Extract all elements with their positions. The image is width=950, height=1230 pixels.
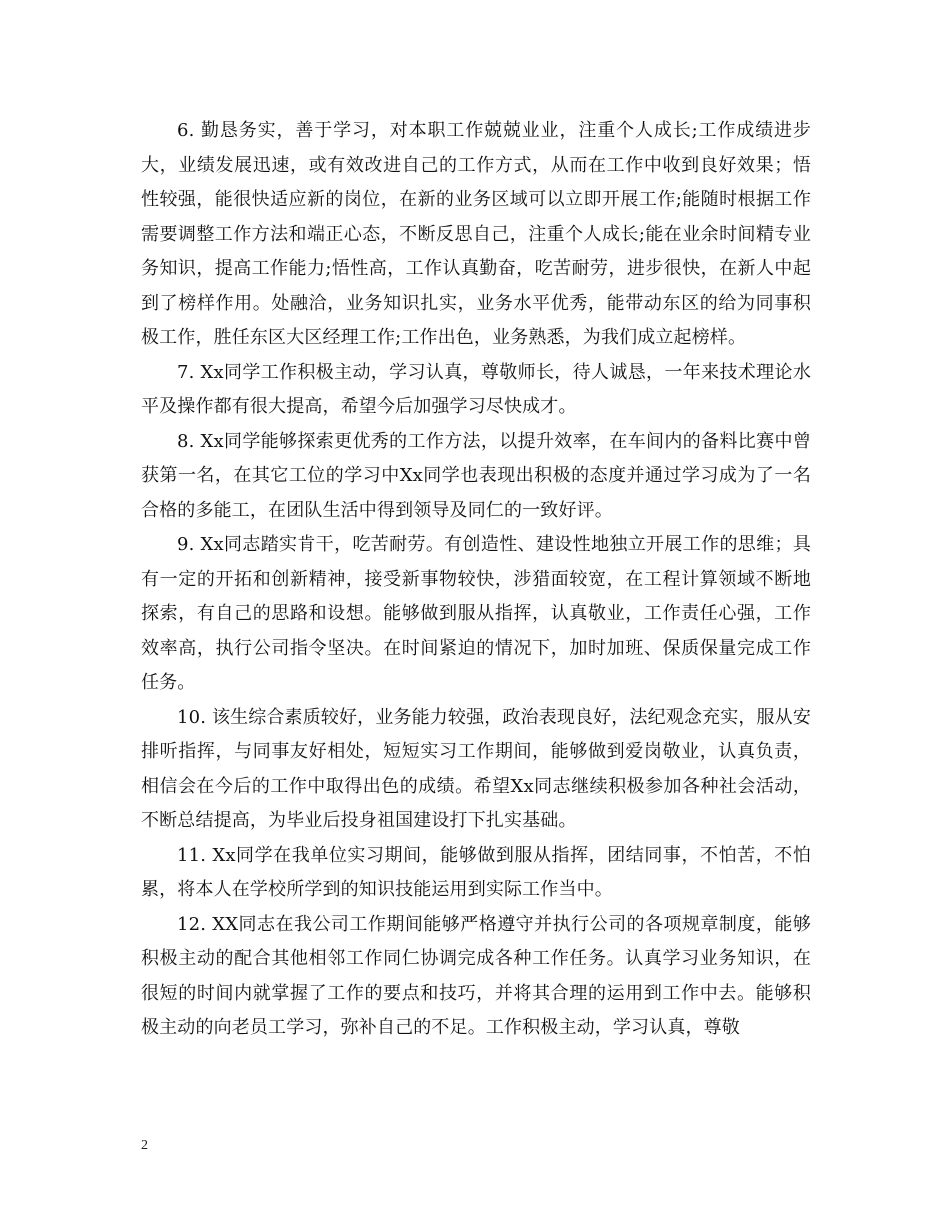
document-body: [141, 114, 811, 1046]
paragraph-7: 7. Xx同学工作积极主动，学习认真，尊敬师长，待人诚恳，一年来技术理论水平及操作都有很大提高，希望今后加强学习尽快成才。: [141, 361, 811, 417]
paragraph-12: 12. XX同志在我公司工作期间能够严格遵守并执行公司的各项规章制度，能够积极主动的配合其他相邻工作同仁协调完成各种工作任务。认真学习业务知识，在很短的时间内就掌握了工作的要点和技巧，并将其合理的运用到工作中去。能够积极主动的向老员工学习，弥补自己的不足。工作积极主动，学习认真，尊敬: [141, 913, 811, 1038]
paragraph-10: 10. 该生综合素质较好，业务能力较强，政治表现良好，法纪观念充实，服从安排听指挥，与同事友好相处，短短实习工作期间，能够做到爱岗敬业，认真负责，相信会在今后的工作中取得出色的成绩。希望Xx同志继续积极参加各种社会活动，不断总结提高，为毕业后投身祖国建设打下扎实基础。: [141, 706, 811, 831]
paragraph-9: 9. Xx同志踏实肯干，吃苦耐劳。有创造性、建设性地独立开展工作的思维；具有一定的开拓和创新精神，接受新事物较快，涉猎面较宽，在工程计算领域不断地探索，有自己的思路和设想。能够做到服从指挥，认真敬业，工作责任心强，工作效率高，执行公司指令坚决。在时间紧迫的情况下，加时加班、保质保量完成工作任务。: [141, 534, 811, 693]
paragraph-11: 11. Xx同学在我单位实习期间，能够做到服从指挥，团结同事，不怕苦，不怕累，将本人在学校所学到的知识技能运用到实际工作当中。: [141, 844, 811, 900]
page-number: 2: [141, 1138, 148, 1153]
paragraph-6: 6. 勤恳务实，善于学习，对本职工作兢兢业业，注重个人成长;工作成绩进步大，业绩发展迅速，或有效改进自己的工作方式，从而在工作中收到良好效果；悟性较强，能很快适应新的岗位，在新的业务区域可以立即开展工作;能随时根据工作需要调整工作方法和端正心态，不断反思自己，注重个人成长;能在业余时间精专业务知识，提高工作能力;悟性高，工作认真勤奋，吃苦耐劳，进步很快，在新人中起到了榜样作用。处融洽，业务知识扎实，业务水平优秀，能带动东区的给为同事积极工作，胜任东区大区经理工作;工作出色，业务熟悉，为我们成立起榜样。: [141, 120, 811, 348]
paragraph-8: 8. Xx同学能够探索更优秀的工作方法，以提升效率，在车间内的备料比赛中曾获第一名，在其它工位的学习中Xx同学也表现出积极的态度并通过学习成为了一名合格的多能工，在团队生活中得到领导及同仁的一致好评。: [141, 430, 811, 521]
